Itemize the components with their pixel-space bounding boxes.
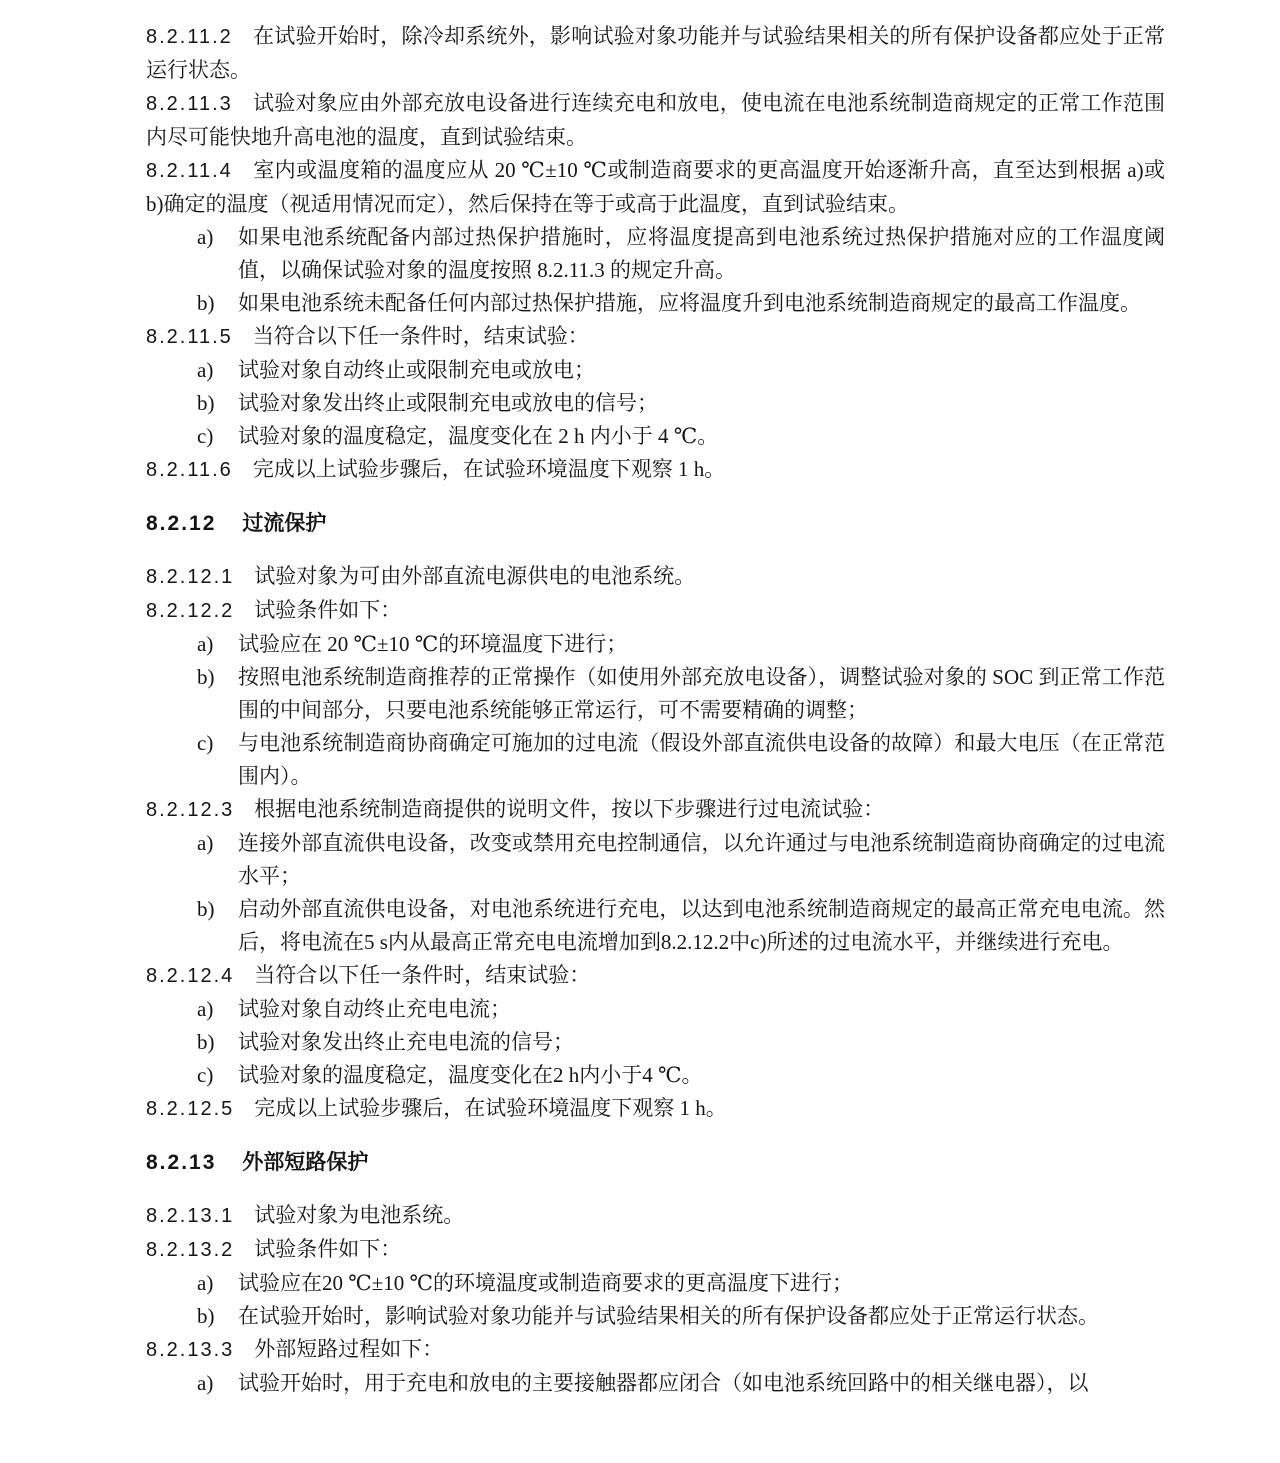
list-item-letter: a) — [197, 1371, 214, 1395]
clause-text: 试验对象应由外部充放电设备进行连续充电和放电，使电流在电池系统制造商规定的正常工作范围内尽可能快地升高电池的温度，直到试验结束。 — [146, 91, 1165, 149]
clause-number: 8.2.12.4 — [146, 965, 235, 987]
heading-number: 8.2.13 — [146, 1151, 217, 1174]
list-item-text: 试验对象的温度稳定，温度变化在 2 h 内小于 4 ℃。 — [238, 424, 719, 448]
clause-number: 8.2.12.1 — [146, 566, 235, 588]
clause-number: 8.2.12.5 — [146, 1098, 235, 1120]
clause-text: 试验条件如下： — [254, 598, 402, 622]
clause-text: 根据电池系统制造商提供的说明文件，按以下步骤进行过电流试验： — [254, 797, 885, 821]
clause-8.2.12.1 — [146, 560, 1165, 594]
clause-number: 8.2.11.3 — [146, 93, 233, 115]
list-item-text: 试验对象自动终止或限制充电或放电； — [238, 358, 595, 382]
clause-text: 外部短路过程如下： — [254, 1337, 444, 1361]
list-item-letter: b) — [197, 1304, 215, 1328]
list-item-text: 试验应在20 ℃±10 ℃的环境温度或制造商要求的更高温度下进行； — [238, 1271, 854, 1295]
clause-text: 当符合以下任一条件时，结束试验： — [252, 324, 589, 348]
heading-title: 外部短路保护 — [242, 1151, 369, 1174]
clause-number: 8.2.12.2 — [146, 600, 235, 622]
list-item-letter: b) — [197, 391, 215, 415]
clause-number: 8.2.11.5 — [146, 326, 233, 348]
section-heading-8.2.12 — [146, 507, 1165, 540]
clause-text: 试验对象为可由外部直流电源供电的电池系统。 — [254, 564, 696, 588]
list-item-text: 启动外部直流供电设备，对电池系统进行充电，以达到电池系统制造商规定的最高正常充电电流。然后，将电流在5 s内从最高正常充电电流增加到8.2.12.2中c)所述的过电流水平，并继续进行充电。 — [238, 897, 1165, 954]
list-item-a — [146, 827, 1165, 893]
clause-number: 8.2.11.2 — [146, 26, 233, 48]
clause-number: 8.2.12.3 — [146, 799, 235, 821]
list-item-text: 连接外部直流供电设备，改变或禁用充电控制通信，以允许通过与电池系统制造商协商确定的过电流水平； — [238, 831, 1165, 888]
list-item-letter: a) — [197, 997, 214, 1021]
clause-8.2.12.3 — [146, 793, 1165, 827]
clause-8.2.11.5 — [146, 320, 1165, 354]
list-item-text: 试验对象发出终止或限制充电或放电的信号； — [238, 391, 658, 415]
list-item-letter: b) — [197, 897, 215, 921]
list-item-text: 与电池系统制造商协商确定可施加的过电流（假设外部直流供电设备的故障）和最大电压（在正常范围内）。 — [238, 731, 1165, 788]
list-item-letter: b) — [197, 291, 215, 315]
list-item-text: 如果电池系统未配备任何内部过热保护措施，应将温度升到电池系统制造商规定的最高工作温度。 — [238, 291, 1141, 315]
list-item-letter: a) — [197, 831, 214, 855]
list-item-letter: c) — [197, 731, 214, 755]
clause-number: 8.2.11.4 — [146, 160, 233, 182]
list-item-c — [146, 1059, 1165, 1092]
list-item-b — [146, 1300, 1165, 1333]
clause-8.2.11.2 — [146, 20, 1165, 87]
list-item-text: 如果电池系统配备内部过热保护措施时，应将温度提高到电池系统过热保护措施对应的工作温度阈值，以确保试验对象的温度按照 8.2.11.3 的规定升高。 — [238, 225, 1165, 282]
clause-text: 完成以上试验步骤后，在试验环境温度下观察 1 h。 — [254, 1096, 727, 1120]
section-heading-8.2.13 — [146, 1146, 1165, 1179]
clause-8.2.12.4 — [146, 959, 1165, 993]
list-item-text: 按照电池系统制造商推荐的正常操作（如使用外部充放电设备），调整试验对象的 SOC 到正常工作范围的中间部分，只要电池系统能够正常运行，可不需要精确的调整； — [238, 665, 1165, 722]
list-item-a — [146, 628, 1165, 661]
clause-number: 8.2.13.3 — [146, 1339, 235, 1361]
clause-text: 室内或温度箱的温度应从 20 ℃±10 ℃或制造商要求的更高温度开始逐渐升高，直至达到根据 a)或 b)确定的温度（视适用情况而定），然后保持在等于或高于此温度，直到试验结束。 — [146, 158, 1165, 216]
clause-text: 完成以上试验步骤后，在试验环境温度下观察 1 h。 — [252, 457, 726, 481]
clause-text: 当符合以下任一条件时，结束试验： — [254, 963, 591, 987]
list-item-letter: c) — [197, 1063, 214, 1087]
clause-number: 8.2.13.1 — [146, 1205, 235, 1227]
list-item-a — [146, 354, 1165, 387]
list-item-text: 试验对象的温度稳定，温度变化在2 h内小于4 ℃。 — [238, 1063, 703, 1087]
heading-number: 8.2.12 — [146, 512, 217, 535]
clause-8.2.13.3 — [146, 1333, 1165, 1367]
list-item-b — [146, 387, 1165, 420]
list-item-text: 试验对象发出终止充电电流的信号； — [238, 1030, 574, 1054]
list-item-a — [146, 1367, 1165, 1400]
list-item-c — [146, 727, 1165, 793]
list-item-letter: a) — [197, 1271, 214, 1295]
list-item-c — [146, 420, 1165, 453]
list-item-text: 试验对象自动终止充电电流； — [238, 997, 511, 1021]
clause-text: 试验对象为电池系统。 — [254, 1203, 465, 1227]
list-item-a — [146, 993, 1165, 1026]
list-item-letter: a) — [197, 225, 214, 249]
clause-8.2.13.2 — [146, 1233, 1165, 1267]
heading-title: 过流保护 — [242, 512, 327, 535]
clause-8.2.13.1 — [146, 1199, 1165, 1233]
clause-8.2.11.6 — [146, 453, 1165, 487]
clause-number: 8.2.13.2 — [146, 1239, 235, 1261]
list-item-a — [146, 1267, 1165, 1300]
list-item-text: 试验应在 20 ℃±10 ℃的环境温度下进行； — [238, 632, 628, 656]
list-item-letter: a) — [197, 632, 214, 656]
clause-8.2.11.3 — [146, 87, 1165, 154]
clause-text: 在试验开始时，除冷却系统外，影响试验对象功能并与试验结果相关的所有保护设备都应处于正常运行状态。 — [146, 24, 1165, 82]
list-item-b — [146, 661, 1165, 727]
list-item-letter: b) — [197, 1030, 215, 1054]
list-item-b — [146, 893, 1165, 959]
clause-8.2.12.5 — [146, 1092, 1165, 1126]
clause-8.2.12.2 — [146, 594, 1165, 628]
list-item-text: 试验开始时，用于充电和放电的主要接触器都应闭合（如电池系统回路中的相关继电器），以 — [238, 1371, 1089, 1395]
list-item-b — [146, 287, 1165, 320]
clause-8.2.11.4 — [146, 154, 1165, 221]
list-item-letter: a) — [197, 358, 214, 382]
clause-text: 试验条件如下： — [254, 1237, 402, 1261]
list-item-a — [146, 221, 1165, 287]
clause-number: 8.2.11.6 — [146, 459, 233, 481]
list-item-text: 在试验开始时，影响试验对象功能并与试验结果相关的所有保护设备都应处于正常运行状态。 — [238, 1304, 1099, 1328]
list-item-letter: c) — [197, 424, 214, 448]
list-item-b — [146, 1026, 1165, 1059]
list-item-letter: b) — [197, 665, 215, 689]
